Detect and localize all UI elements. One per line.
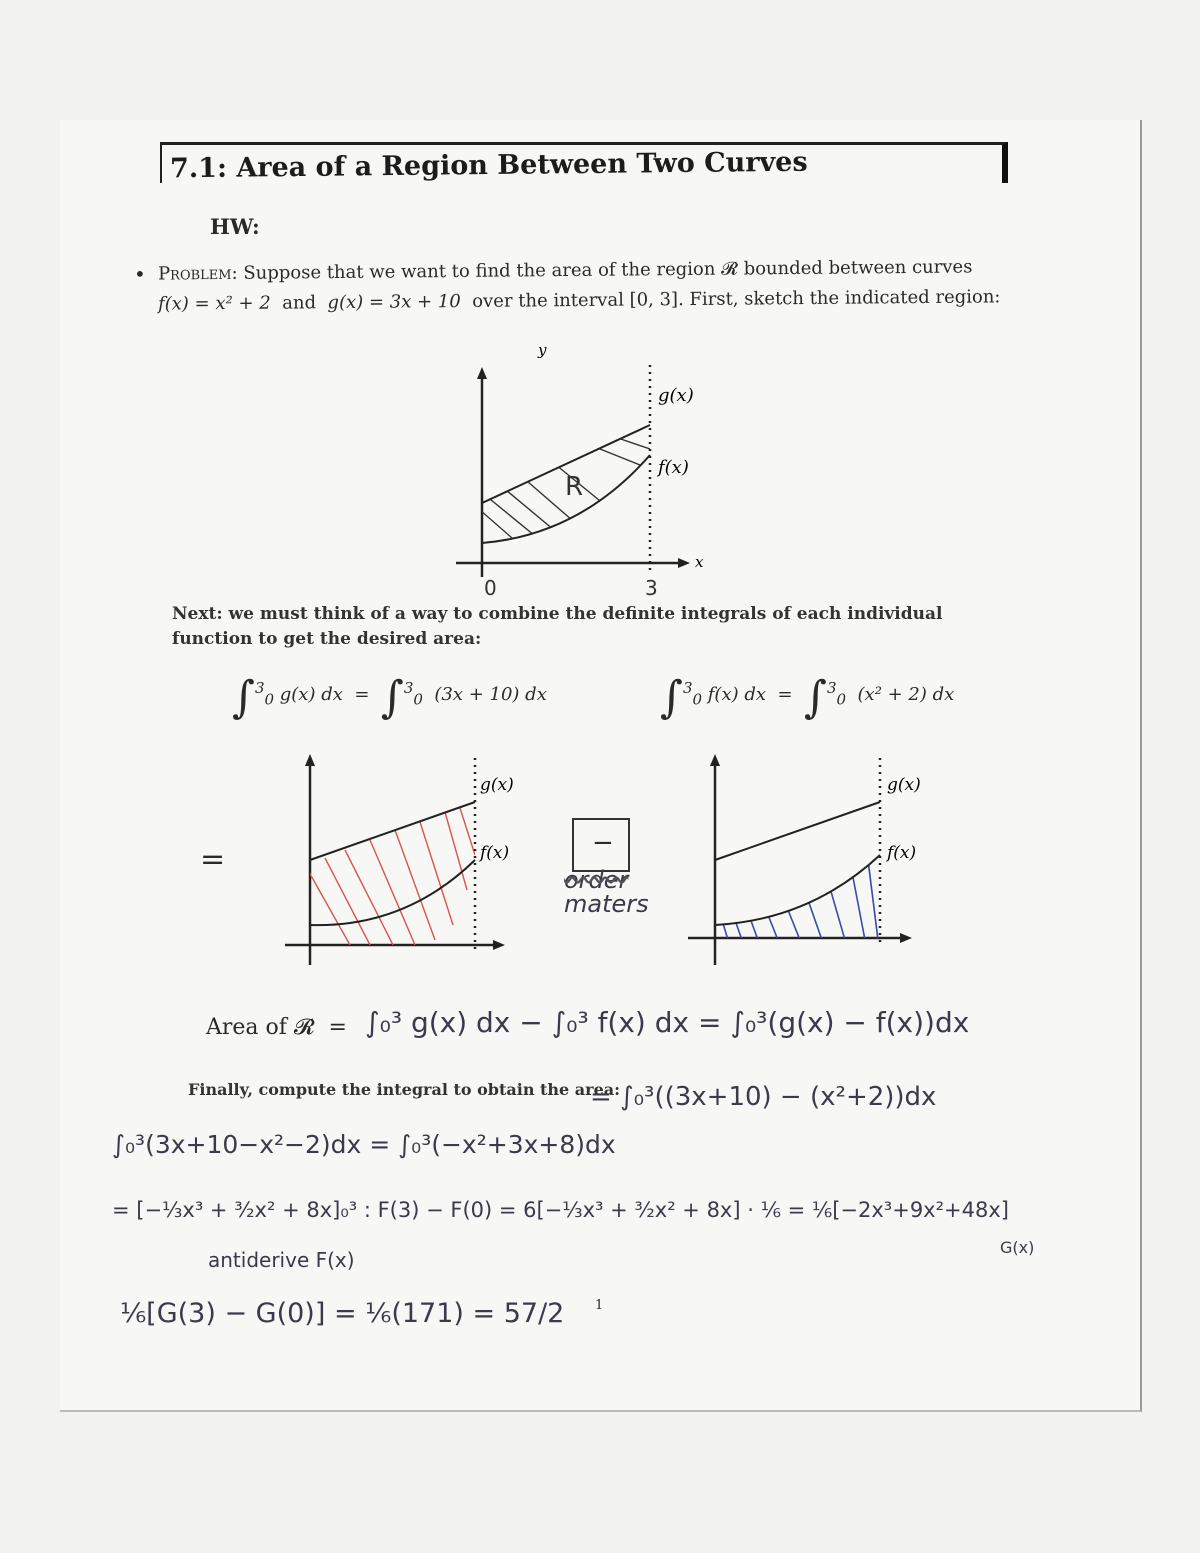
y-axis-arrow-icon	[305, 754, 315, 766]
integral-sign: ∫	[380, 672, 404, 723]
note-line-1: order	[564, 866, 629, 894]
g-label: g(x)	[658, 385, 694, 406]
worksheet-page	[60, 120, 1142, 1412]
integral-f	[660, 672, 954, 723]
next-paragraph	[172, 602, 1012, 652]
problem-text-1: Suppose that we want to find the area of the region 𝓡 bounded between curves	[243, 256, 973, 284]
next-label: Next:	[172, 604, 223, 624]
hand-line-3: ⅙[G(3) − G(0)] = ⅙(171) = 57/2	[120, 1298, 565, 1329]
upper-limit: 3	[682, 679, 693, 697]
big-equals: =	[200, 842, 226, 877]
x-axis-arrow-icon	[678, 558, 690, 568]
f-label: f(x)	[480, 843, 510, 863]
upper-limit: 3	[826, 679, 837, 697]
page-number: 1	[595, 1298, 604, 1313]
end-mark: 3	[645, 576, 658, 600]
problem-label: Problem:	[157, 262, 238, 285]
origin-mark: 0	[484, 576, 497, 600]
minus-sign: −	[592, 828, 614, 858]
lower-limit: 0	[692, 690, 703, 709]
integral-sign: ∫	[804, 672, 827, 723]
integral-sign: ∫	[232, 672, 255, 723]
area-handwritten-formula: ∫₀³ g(x) dx − ∫₀³ f(x) dx = ∫₀³(g(x) − f(x))dx	[365, 1006, 970, 1039]
note-line-2: maters	[564, 890, 649, 918]
integral-sign: ∫	[660, 672, 683, 723]
hw-label: HW:	[210, 214, 260, 239]
g-integrand: g(x) dx	[279, 684, 343, 705]
equals: =	[777, 684, 793, 705]
problem-line-2	[158, 286, 1001, 314]
region-r-label: R	[565, 472, 584, 502]
y-axis-arrow-icon	[710, 754, 720, 766]
g-line	[715, 802, 880, 860]
area-label: Area of 𝓡	[206, 1015, 315, 1040]
x-axis-arrow-icon	[493, 940, 505, 950]
area-equals: =	[328, 1015, 347, 1040]
g-expanded: (3x + 10) dx	[434, 684, 547, 705]
f-definition: f(x) = x² + 2	[157, 292, 271, 315]
final-instruction: Finally, compute the integral to obtain the area:	[188, 1080, 621, 1099]
integral-g	[232, 672, 547, 723]
operator-box	[572, 818, 630, 872]
g-definition: g(x) = 3x + 10	[327, 291, 461, 314]
g-label: g(x)	[480, 775, 514, 795]
order-matters-note	[564, 868, 649, 916]
hand-line-0: = ∫₀³((3x+10) − (x²+2))dx	[590, 1082, 937, 1112]
upper-limit: 3	[403, 679, 414, 697]
y-axis-label: y	[538, 345, 547, 359]
f-integrand: f(x) dx	[707, 684, 767, 705]
x-axis-label: x	[695, 553, 704, 571]
lower-limit: 0	[264, 690, 275, 709]
g-label: g(x)	[887, 775, 921, 795]
next-text: we must think of a way to combine the definite integrals of each individual function to get the desired area:	[172, 604, 943, 649]
lower-limit: 0	[836, 690, 847, 709]
hand-note-gx: G(x)	[1000, 1238, 1035, 1257]
problem-bullet: •	[134, 262, 146, 286]
y-axis-arrow-icon	[477, 367, 487, 379]
blue-hatching	[722, 860, 878, 940]
f-label: f(x)	[887, 843, 917, 863]
section-title: 7.1: Area of a Region Between Two Curves	[169, 146, 808, 185]
hand-note-antiderive: antiderive F(x)	[208, 1248, 355, 1272]
and-word: and	[282, 292, 317, 314]
problem-line-1	[158, 256, 973, 284]
x-axis-arrow-icon	[900, 933, 912, 943]
upper-limit: 3	[254, 679, 265, 697]
hand-line-2: = [−⅓x³ + ³⁄₂x² + 8x]₀³ : F(3) − F(0) = 6[−⅓x³ + ³⁄₂x² + 8x] · ⅙ = ⅙[−2x³+9x²+48x]	[112, 1198, 1009, 1222]
region-sketch	[440, 345, 730, 605]
f-label: f(x)	[658, 457, 689, 478]
f-expanded: (x² + 2) dx	[857, 684, 955, 705]
interval-text: over the interval [0, 3]. First, sketch the indicated region:	[472, 286, 1001, 312]
lower-limit: 0	[413, 690, 423, 709]
g-area-sketch	[275, 750, 535, 970]
f-area-sketch	[680, 750, 960, 975]
equals: =	[354, 684, 370, 705]
area-label-row	[206, 1015, 347, 1040]
hand-line-1: ∫₀³(3x+10−x²−2)dx = ∫₀³(−x²+3x+8)dx	[112, 1130, 616, 1159]
